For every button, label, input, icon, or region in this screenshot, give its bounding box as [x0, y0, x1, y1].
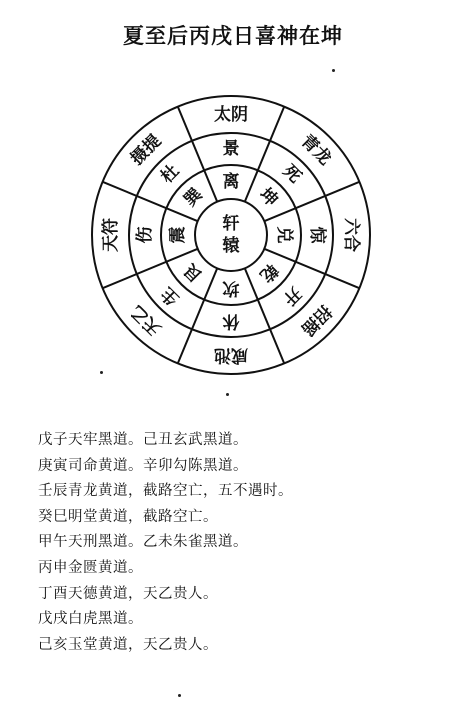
speck: [226, 393, 229, 396]
outer-ring-label: 天符: [101, 218, 121, 252]
outer-ring-label: 招摇: [296, 300, 335, 339]
almanac-line: 戊子天牢黑道。己丑玄武黑道。: [38, 432, 248, 448]
almanac-line: 甲午天刑黑道。乙未朱雀黑道。: [38, 534, 248, 551]
wheel-spoke: [245, 268, 284, 363]
almanac-line: 己亥玉堂黄道，天乙贵人。: [38, 636, 218, 653]
wheel-spoke: [103, 182, 198, 221]
wheel-spoke: [264, 182, 359, 221]
outer-ring-label: 青龙: [296, 131, 335, 170]
center-label: 轩: [222, 214, 240, 234]
outer-ring-label: 六合: [341, 218, 361, 252]
middle-ring-label: 死: [278, 161, 305, 188]
inner-ring-label: 坎: [222, 278, 240, 298]
almanac-line: 壬辰青龙黄道，截路空亡，五不遇时。: [38, 483, 293, 500]
inner-ring-label: 坤: [255, 184, 282, 211]
inner-ring-label: 巽: [180, 184, 207, 211]
inner-ring-label: 震: [168, 226, 188, 244]
wheel-spoke: [264, 249, 359, 288]
almanac-line: 戊戌白虎黑道。: [38, 611, 143, 628]
wheel-lines: [92, 96, 370, 374]
wheel-labels: [100, 104, 362, 366]
wheel-spoke: [178, 107, 217, 202]
almanac-line: 丁酉天德黄道，天乙贵人。: [38, 585, 218, 602]
almanac-line: 庚寅司命黄道。辛卯勾陈黑道。: [38, 457, 248, 474]
inner-ring-label: 乾: [255, 259, 282, 286]
wheel-spoke: [245, 107, 284, 202]
wheel-ring-0: [195, 199, 267, 271]
inner-ring-label: 兑: [274, 226, 294, 244]
inner-ring-label: 离: [222, 172, 240, 192]
wheel-spoke: [178, 268, 217, 363]
almanac-line: 癸巳明堂黄道，截路空亡。: [38, 508, 218, 525]
speck: [178, 694, 181, 697]
outer-ring-label: 咸池: [214, 345, 248, 365]
outer-ring-label: 太阴: [214, 105, 248, 125]
middle-ring-label: 伤: [135, 226, 155, 244]
middle-ring-label: 杜: [157, 161, 184, 188]
outer-ring-label: 天乙: [127, 300, 166, 339]
almanac-lines: [38, 428, 293, 658]
center-label: 辕: [222, 236, 240, 256]
middle-ring-label: 景: [222, 139, 240, 159]
middle-ring-label: 休: [222, 311, 240, 331]
wheel-spoke: [103, 249, 198, 288]
wheel-ring-2: [129, 133, 333, 337]
speck: [332, 69, 335, 72]
wheel-ring-3: [92, 96, 370, 374]
speck: [100, 371, 103, 374]
page-title: 夏至后丙戌日喜神在坤: [123, 24, 343, 48]
outer-ring-label: 摄提: [127, 131, 166, 170]
almanac-line: 丙申金匮黄道。: [38, 559, 143, 576]
inner-ring-label: 艮: [180, 259, 207, 286]
middle-ring-label: 惊: [307, 226, 327, 244]
middle-ring-label: 开: [278, 282, 305, 309]
middle-ring-label: 生: [157, 282, 184, 309]
